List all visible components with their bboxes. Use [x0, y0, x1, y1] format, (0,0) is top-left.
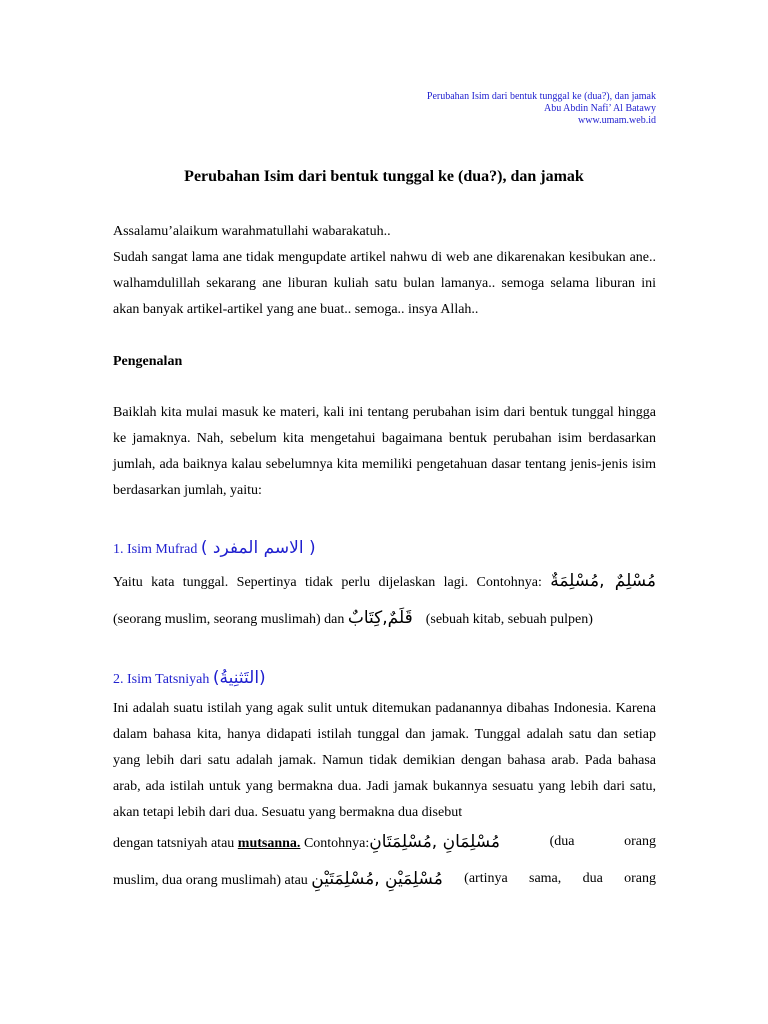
page-title: Perubahan Isim dari bentuk tunggal ke (dua?), dan jamak [184, 168, 584, 185]
tatsniyah-line-b-tail4: orang [624, 871, 656, 886]
mufrad-line2-text-a: (seorang muslim, seorang muslimah) dan [113, 612, 345, 627]
tatsniyah-line-b-tail3: dua [582, 871, 603, 886]
running-header [427, 91, 656, 127]
mufrad-line2-arabic: قَلَمٌ,كِتَابٌ [347, 608, 413, 628]
section-heading-tatsniyah [113, 665, 656, 693]
tatsniyah-paragraph: Ini adalah suatu istilah yang agak sulit untuk ditemukan padanannya dibahas Indonesia. Karena dalam bahasa kita, hanya didapati istilah tunggal dan jamak. Tunggal adalah satu dan setiap yang lebih dari satu adalah jamak. Namun tidak demikian dengan bahasa arab. Pada bahasa arab, ada istilah untuk yang bermakna dua. Jadi jamak bukannya sesuatu yang lebih dari satu, akan tetapi lebih dari dua. Sesuatu yang bermakna dua disebut [113, 701, 656, 820]
intro-paragraph: Sudah sangat lama ane tidak mengupdate artikel nahwu di web ane dikarenakan kesibukan ane.. walhamdulillah sekarang ane liburan kuliah satu bulan lamanya.. semoga selama liburan ini akan banyak artikel-artikel yang ane buat.. semoga.. insya Allah.. [113, 250, 656, 317]
tatsniyah-heading-arabic: (التَثنِيةُ) [212, 668, 266, 688]
header-website: www.umam.web.id [578, 115, 656, 126]
mufrad-heading-label: 1. Isim Mufrad [113, 542, 198, 557]
tatsniyah-line-b-text: muslim, dua orang muslimah) atau [113, 873, 308, 888]
tatsniyah-line-a-text2: Contohnya: [303, 836, 370, 851]
mufrad-heading-arabic: ( الاسم المفرد ) [200, 538, 316, 558]
tatsniyah-line-a-tail2: orang [624, 834, 656, 849]
header-author: Abu Abdin Nafi’ Al Batawy [543, 103, 656, 114]
greeting-line: Assalamu’alaikum warahmatullahi wabarakatuh.. [113, 224, 391, 239]
tatsniyah-line-a-arabic: مُسْلِمَانِ ,مُسْلِمَتَانِ [369, 832, 501, 852]
mufrad-line-2 [113, 605, 656, 633]
tatsniyah-line-a-text: dengan tatsniyah atau [113, 836, 235, 851]
section-heading-mufrad [113, 535, 656, 563]
section-heading-pengenalan: Pengenalan [113, 354, 183, 369]
tatsniyah-example-line-1 [113, 829, 656, 857]
tatsniyah-line-b-arabic: مُسْلِمَيْنِ ,مُسْلِمَتَيْنِ [311, 869, 443, 889]
header-title: Perubahan Isim dari bentuk tunggal ke (dua?), dan jamak [426, 91, 656, 102]
intro-section [113, 219, 656, 323]
pengenalan-paragraph: Baiklah kita mulai masuk ke materi, kali ini tentang perubahan isim dari bentuk tunggal hingga ke jamaknya. Nah, sebelum kita mengetahui bagaimana bentuk perubahan isim berdasarkan jumlah, ada baiknya kalau sebelumnya kita memiliki pengetahuan dasar tentang jenis-jenis isim berdasarkan jumlah, yaitu: [113, 405, 656, 498]
mufrad-line2-text-b: (sebuah kitab, sebuah pulpen) [425, 612, 593, 627]
tatsniyah-line-b-tail1: (artinya [464, 871, 508, 886]
mufrad-line1-text: Yaitu kata tunggal. Sepertinya tidak perlu dijelaskan lagi. Contohnya: [113, 575, 542, 590]
tatsniyah-line-b-tail2: sama, [529, 871, 562, 886]
tatsniyah-line-a-tail1: (dua [549, 834, 575, 849]
tatsniyah-example-line-2 [113, 866, 656, 894]
mufrad-line1-arabic: مُسْلِمٌ ,مُسْلِمَةٌ [550, 571, 656, 591]
mufrad-line-1 [113, 568, 656, 596]
mutsanna-term: mutsanna. [237, 836, 301, 851]
tatsniyah-heading-label: 2. Isim Tatsniyah [113, 672, 210, 687]
